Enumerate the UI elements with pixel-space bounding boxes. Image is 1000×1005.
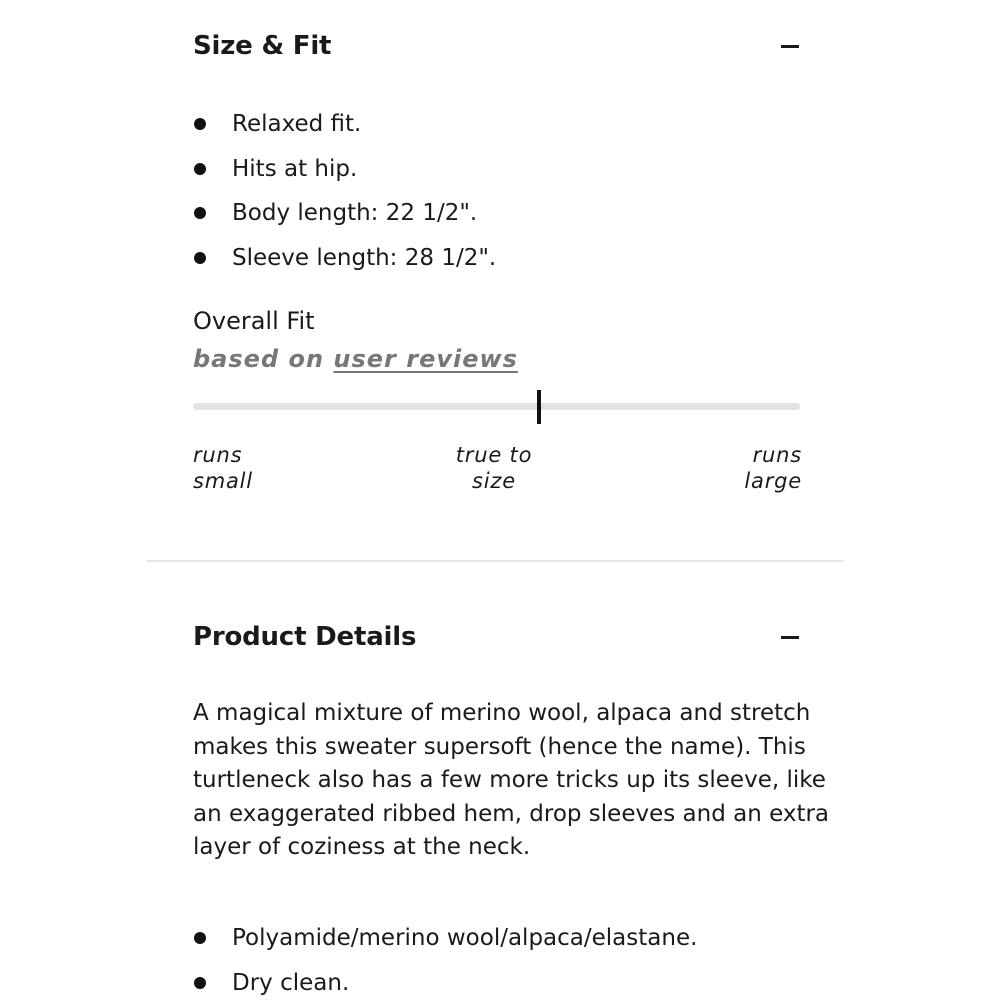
bullet-dot-icon — [194, 207, 206, 219]
bullet-dot-icon — [194, 163, 206, 175]
product-details-list — [193, 916, 813, 1005]
list-item — [193, 102, 813, 147]
product-details-header[interactable] — [193, 617, 800, 657]
list-item-text: Body length: 22 1/2". — [232, 200, 477, 226]
minus-icon[interactable] — [780, 627, 800, 647]
bullet-dot-icon — [194, 118, 206, 130]
list-item — [193, 236, 813, 281]
user-reviews-link[interactable]: user reviews — [333, 345, 518, 373]
list-item-text: Relaxed fit. — [232, 111, 361, 137]
section-divider — [147, 560, 844, 562]
fit-scale-marker — [537, 390, 541, 424]
fit-label-runs-small: runs small — [193, 442, 253, 494]
list-item-text: Polyamide/merino wool/alpaca/elastane. — [232, 925, 697, 951]
fit-label-true-to-size: true to size — [434, 442, 554, 494]
list-item — [193, 147, 813, 192]
overall-fit-label: Overall Fit — [193, 304, 315, 338]
product-description: A magical mixture of merino wool, alpaca and stretch makes this sweater supersoft (hence the name). This turtleneck also has a few more tricks up its sleeve, like an exaggerated ribbed hem, drop sleeves and an extra layer of coziness at the neck. — [193, 697, 833, 865]
product-details-title: Product Details — [193, 622, 416, 652]
list-item-text: Hits at hip. — [232, 156, 357, 182]
minus-icon[interactable] — [780, 36, 800, 56]
based-on-reviews — [193, 342, 518, 376]
list-item — [193, 191, 813, 236]
bullet-dot-icon — [194, 932, 206, 944]
based-on-prefix: based on — [193, 345, 324, 373]
bullet-dot-icon — [194, 977, 206, 989]
size-fit-header[interactable] — [193, 26, 800, 66]
bullet-dot-icon — [194, 252, 206, 264]
size-fit-list — [193, 102, 813, 280]
list-item-text: Sleeve length: 28 1/2". — [232, 245, 496, 271]
list-item-text: Dry clean. — [232, 970, 349, 996]
fit-label-runs-large: runs large — [700, 442, 802, 494]
size-fit-title: Size & Fit — [193, 31, 331, 61]
list-item — [193, 916, 813, 961]
fit-scale-track — [193, 403, 800, 410]
list-item — [193, 961, 813, 1005]
